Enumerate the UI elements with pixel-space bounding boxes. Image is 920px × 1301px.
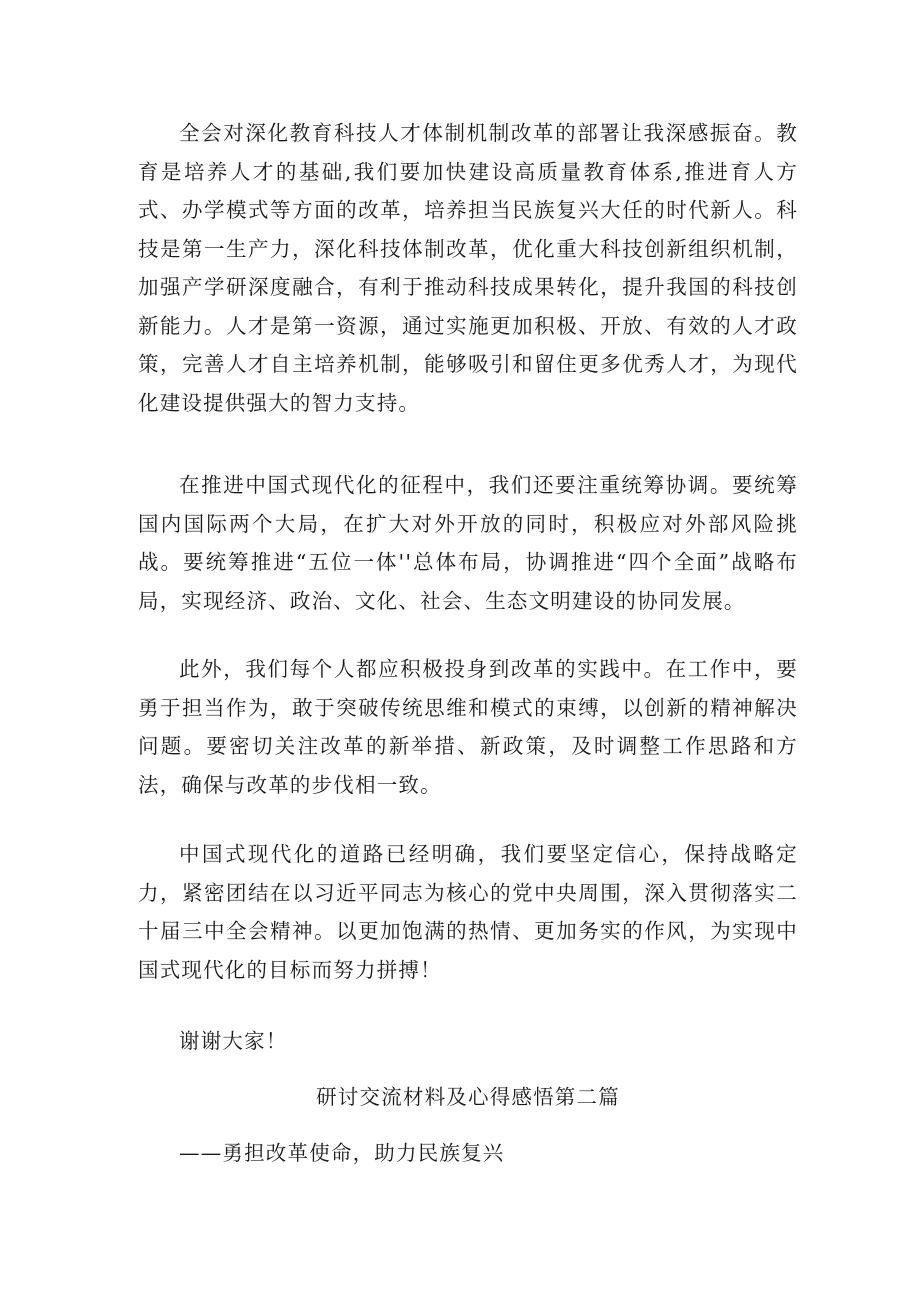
paragraph-education-tech-talent: 全会对深化教育科技人才体制机制改革的部署让我深感振奋。教育是培养人才的基础,我们要加快建设高质量教育体系,推进育人方式、办学模式等方面的改革，培养担当民族复兴大任的时代新人。科技是第一生产力，深化科技体制改革，优化重大科技创新组织机制，加强产学研深度融合，有利于推动科技成果转化，提升我国的科技创新能力。人才是第一资源，通过实施更加积极、开放、有效的人才政策，完善人才自主培养机制，能够吸引和留住更多优秀人才，为现代化建设提供强大的智力支持。 xyxy=(138,121,798,415)
paragraph-conclusion: 中国式现代化的道路已经明确，我们要坚定信心，保持战略定力，紧密团结在以习近平同志为核心的党中央周围，深入贯彻落实二十届三中全会精神。以更加饱满的热情、更加务实的作风，为实现中国式现代化的目标而努力拼搏！ xyxy=(138,842,798,982)
second-article-title: 研讨交流材料及心得感悟第二篇 xyxy=(316,1085,620,1109)
paragraph-personal-practice: 此外，我们每个人都应积极投身到改革的实践中。在工作中，要勇于担当作为，敢于突破传统思维和模式的束缚，以创新的精神解决问题。要密切关注改革的新举措、新政策，及时调整工作思路和方法，确保与改革的步伐相一致。 xyxy=(138,657,798,797)
closing-thanks: 谢谢大家！ xyxy=(179,1029,288,1053)
second-article-subtitle: ——勇担改革使命，助力民族复兴 xyxy=(179,1141,505,1165)
paragraph-overall-coordination: 在推进中国式现代化的征程中，我们还要注重统筹协调。要统筹国内国际两个大局，在扩大对外开放的同时，积极应对外部风险挑战。要统筹推进“五位一体''总体布局，协调推进“四个全面”战略布局，实现经济、政治、文化、社会、生态文明建设的协同发展。 xyxy=(138,473,798,613)
